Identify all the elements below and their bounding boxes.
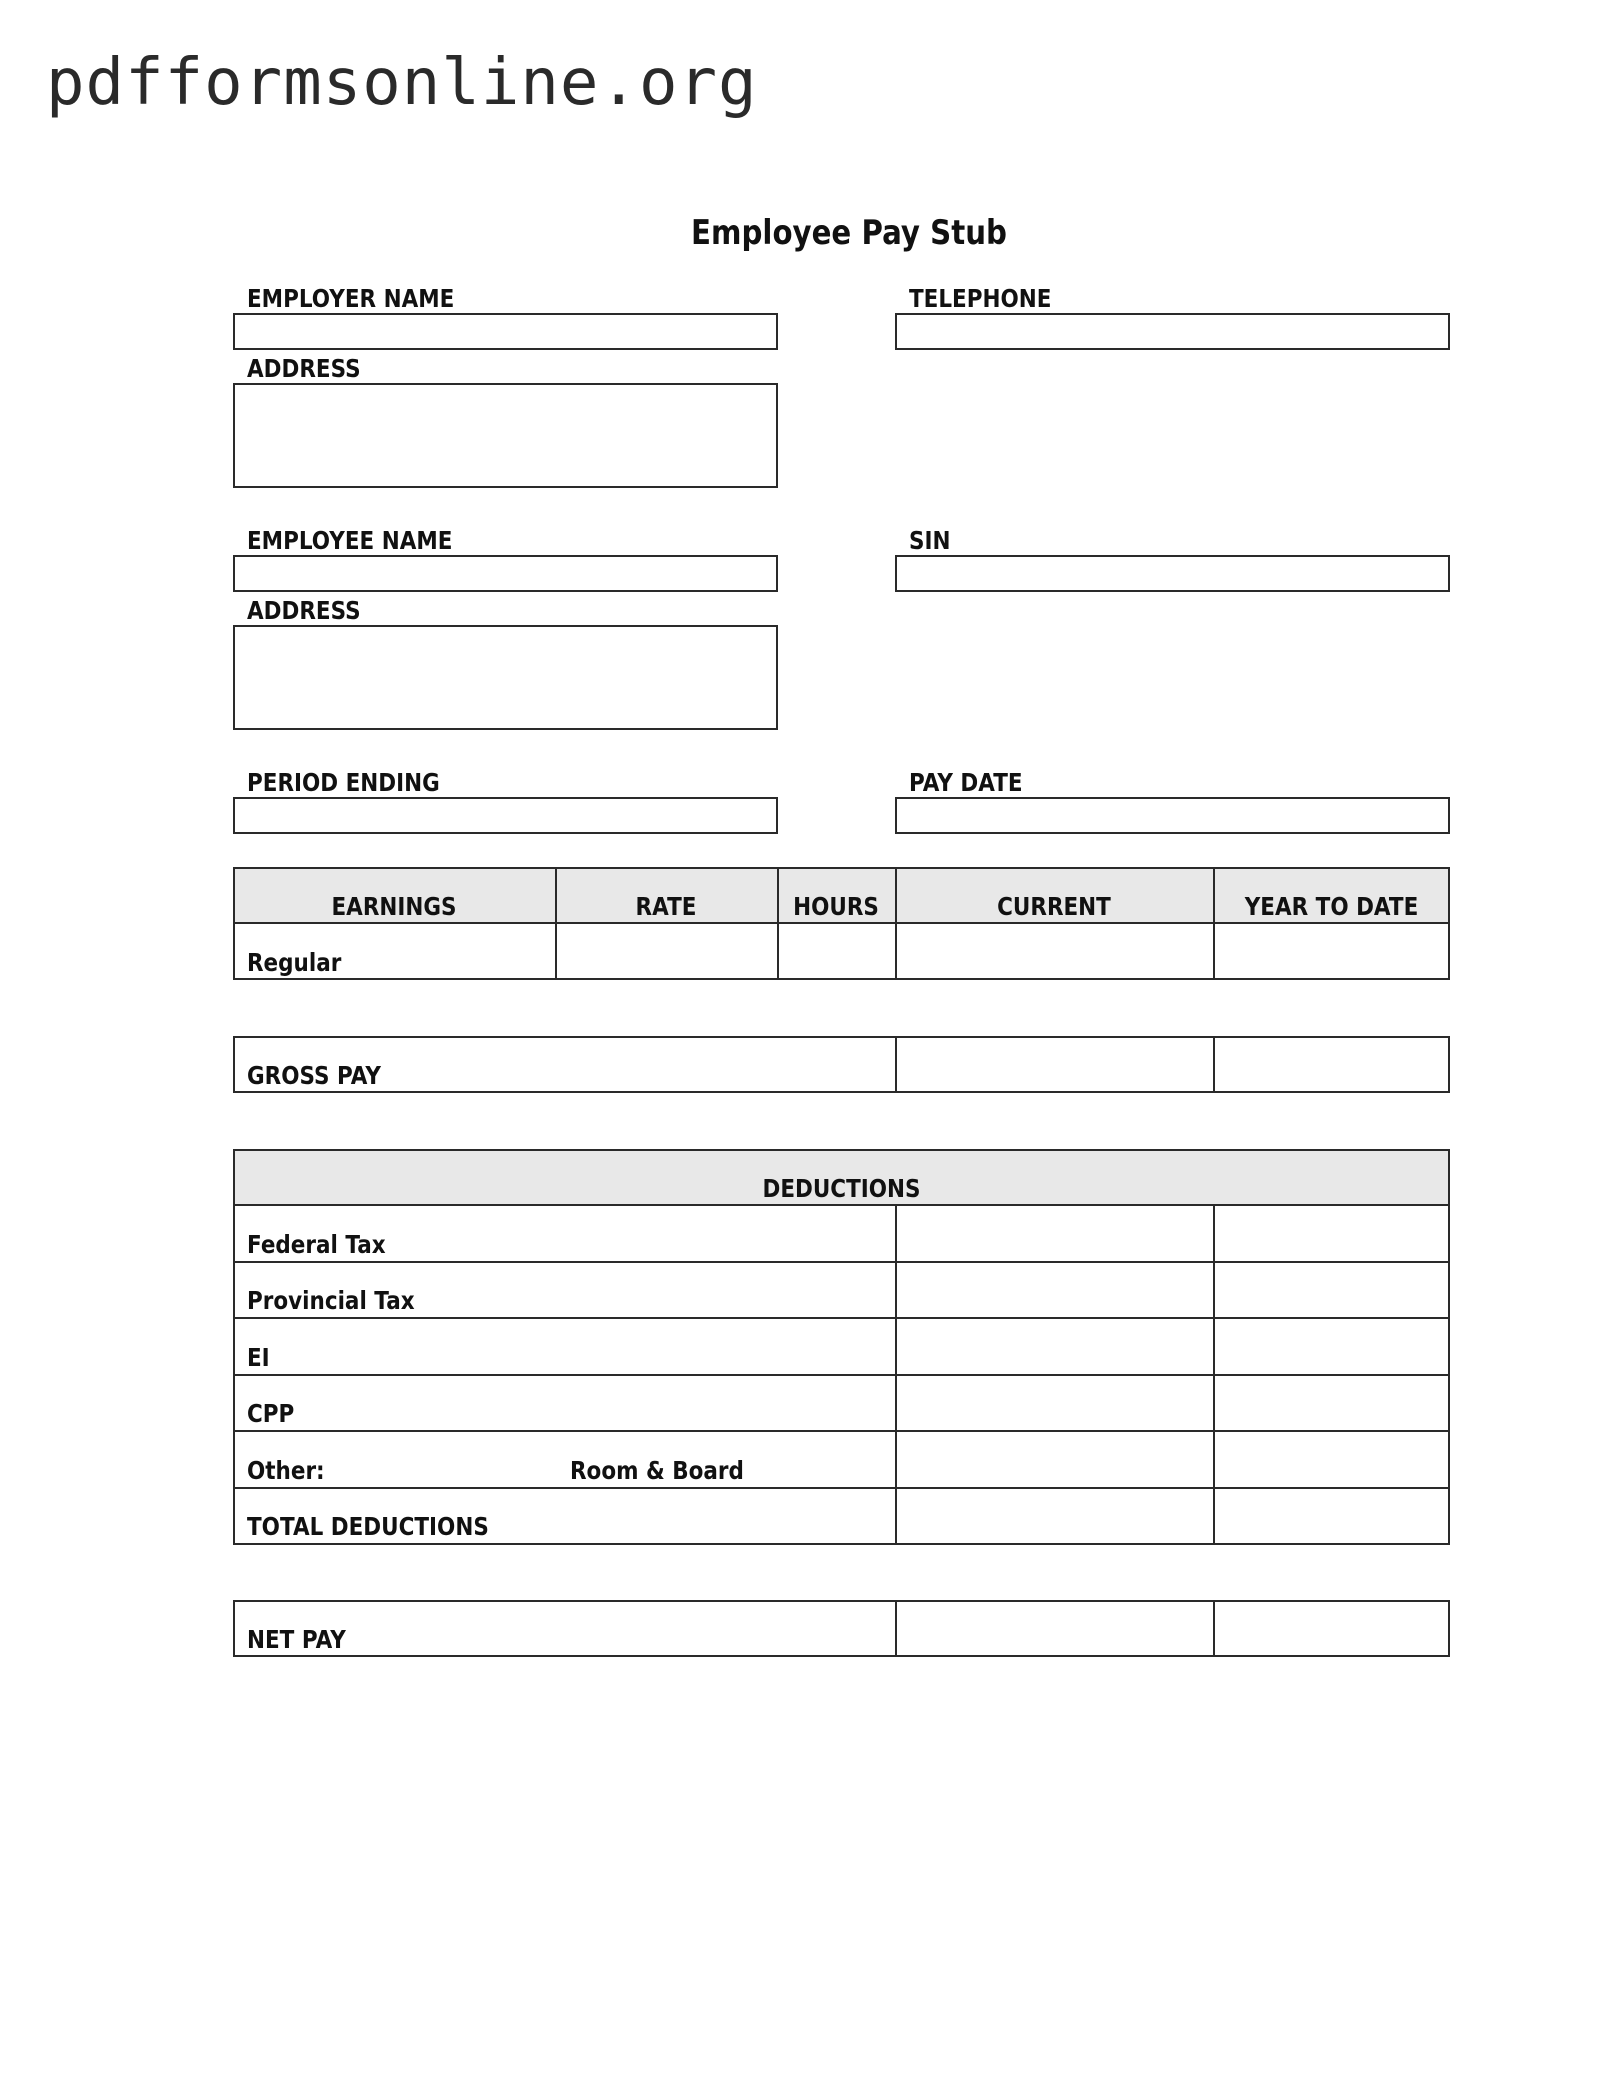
gross-pay-ytd-cell[interactable] <box>1215 1038 1448 1091</box>
period-ending-label: PERIOD ENDING <box>247 768 440 797</box>
total-deductions-current-cell[interactable] <box>897 1489 1211 1543</box>
site-watermark: pdfformsonline.org <box>46 46 758 120</box>
period-ending-field[interactable] <box>233 797 778 834</box>
regular-rate-cell[interactable] <box>557 924 775 978</box>
regular-current-cell[interactable] <box>897 924 1211 978</box>
regular-ytd-cell[interactable] <box>1215 924 1448 978</box>
employee-name-field[interactable] <box>233 555 778 592</box>
current-header: CURRENT <box>997 892 1111 921</box>
cpp-current-cell[interactable] <box>897 1376 1211 1428</box>
provincial-tax-ytd-cell[interactable] <box>1215 1263 1448 1315</box>
regular-hours-cell[interactable] <box>779 924 893 978</box>
other-ytd-cell[interactable] <box>1215 1432 1448 1485</box>
rate-header: RATE <box>635 892 697 921</box>
pay-date-field[interactable] <box>895 797 1450 834</box>
sin-field[interactable] <box>895 555 1450 592</box>
employee-name-label: EMPLOYEE NAME <box>247 526 453 555</box>
federal-tax-ytd-cell[interactable] <box>1215 1206 1448 1259</box>
other-deduction-label: Other: <box>247 1456 325 1485</box>
earnings-header: EARNINGS <box>331 892 457 921</box>
other-current-cell[interactable] <box>897 1432 1211 1485</box>
net-pay-label: NET PAY <box>247 1625 346 1654</box>
employer-address-field[interactable] <box>233 383 778 488</box>
cpp-ytd-cell[interactable] <box>1215 1376 1448 1428</box>
employer-name-label: EMPLOYER NAME <box>247 284 455 313</box>
employer-address-label: ADDRESS <box>247 354 361 383</box>
telephone-field[interactable] <box>895 313 1450 350</box>
net-pay-ytd-cell[interactable] <box>1215 1602 1448 1655</box>
cpp-label: CPP <box>247 1399 295 1428</box>
sin-label: SIN <box>909 526 951 555</box>
telephone-label: TELEPHONE <box>909 284 1052 313</box>
page-title: Employee Pay Stub <box>691 213 1007 253</box>
other-deduction-description[interactable]: Room & Board <box>570 1456 744 1485</box>
federal-tax-label: Federal Tax <box>247 1230 386 1259</box>
employee-address-field[interactable] <box>233 625 778 730</box>
pay-date-label: PAY DATE <box>909 768 1023 797</box>
employee-address-label: ADDRESS <box>247 596 361 625</box>
employer-name-field[interactable] <box>233 313 778 350</box>
gross-pay-label: GROSS PAY <box>247 1061 381 1090</box>
federal-tax-current-cell[interactable] <box>897 1206 1211 1259</box>
year-to-date-header: YEAR TO DATE <box>1244 892 1419 921</box>
ei-ytd-cell[interactable] <box>1215 1319 1448 1372</box>
provincial-tax-current-cell[interactable] <box>897 1263 1211 1315</box>
gross-pay-current-cell[interactable] <box>897 1038 1211 1091</box>
hours-header: HOURS <box>793 892 879 921</box>
ei-current-cell[interactable] <box>897 1319 1211 1372</box>
net-pay-current-cell[interactable] <box>897 1602 1211 1655</box>
provincial-tax-label: Provincial Tax <box>247 1286 415 1315</box>
ei-label: EI <box>247 1343 270 1372</box>
total-deductions-label: TOTAL DEDUCTIONS <box>247 1512 489 1541</box>
regular-earnings-label: Regular <box>247 948 342 977</box>
total-deductions-ytd-cell[interactable] <box>1215 1489 1448 1543</box>
deductions-header: DEDUCTIONS <box>762 1174 921 1203</box>
